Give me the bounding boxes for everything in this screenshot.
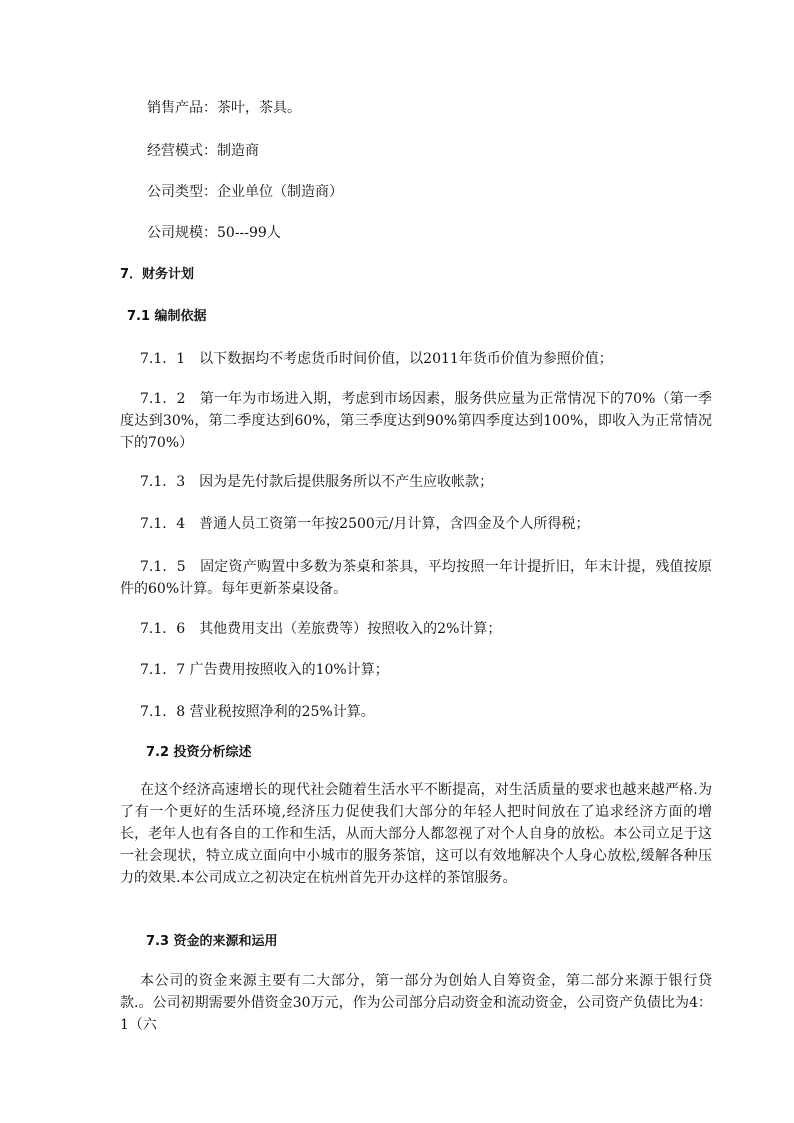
section-heading-financial-plan: 7．财务计划 [120, 267, 195, 282]
basis-item-6: 7.1．6 其他费用支出（差旅费等）按照收入的2%计算； [140, 621, 502, 637]
subsection-heading-funds: 7.3 资金的来源和运用 [146, 934, 278, 949]
basis-item-2: 7.1．2 第一年为市场进入期，考虑到市场因素，服务供应量为正常情况下的70%（第一季度达到30%，第二季度达到60%，第三季度达到90%第四季度达到100%，即收入为正常情况下的70%） [120, 391, 712, 451]
basis-item-5: 7.1．5 固定资产购置中多数为茶桌和茶具，平均按照一年计提折旧，年末计提，残值按原件的60%计算。每年更新茶桌设备。 [120, 559, 712, 597]
basis-item-7: 7.1．7 广告费用按照收入的10%计算； [140, 662, 389, 678]
company-scale: 公司规模：50---99人 [147, 225, 281, 241]
investment-summary-paragraph: 在这个经济高速增长的现代社会随着生活水平不断提高，对生活质量的要求也越来越严格.为了有一个更好的生活环境,经济压力促使我们大部分的年轻人把时间放在了追求经济方面的增长，老年人也有各自的工作和生活，从而大部分人都忽视了对个人自身的放松。本公司立足于这一社会现状，特立成立面向中小城市的服务茶馆，这可以有效地解决个人身心放松,缓解各种压力的效果.本公司成立之初决定在杭州首先开办这样的茶馆服务。 [120, 782, 712, 886]
company-mode: 经营模式：制造商 [147, 143, 259, 159]
company-type: 公司类型：企业单位（制造商） [147, 184, 343, 200]
basis-item-3: 7.1．3 因为是先付款后提供服务所以不产生应收帐款； [140, 474, 494, 490]
company-products: 销售产品：茶叶，茶具。 [147, 100, 301, 116]
subsection-heading-basis: 7.1 编制依据 [127, 309, 207, 324]
basis-item-1: 7.1．1 以下数据均不考虑货币时间价值，以2011年货币价值为参照价值； [140, 351, 613, 367]
funds-paragraph: 本公司的资金来源主要有二大部分，第一部分为创始人自筹资金，第二部分来源于银行贷款.。公司初期需要外借资金30万元，作为公司部分启动资金和流动资金，公司资产负债比为4：1（六 [120, 973, 712, 1033]
basis-item-4: 7.1．4 普通人员工资第一年按2500元/月计算，含四金及个人所得税； [140, 516, 590, 532]
basis-item-8: 7.1．8 营业税按照净利的25%计算。 [140, 704, 375, 720]
subsection-heading-investment: 7.2 投资分析综述 [146, 745, 252, 760]
